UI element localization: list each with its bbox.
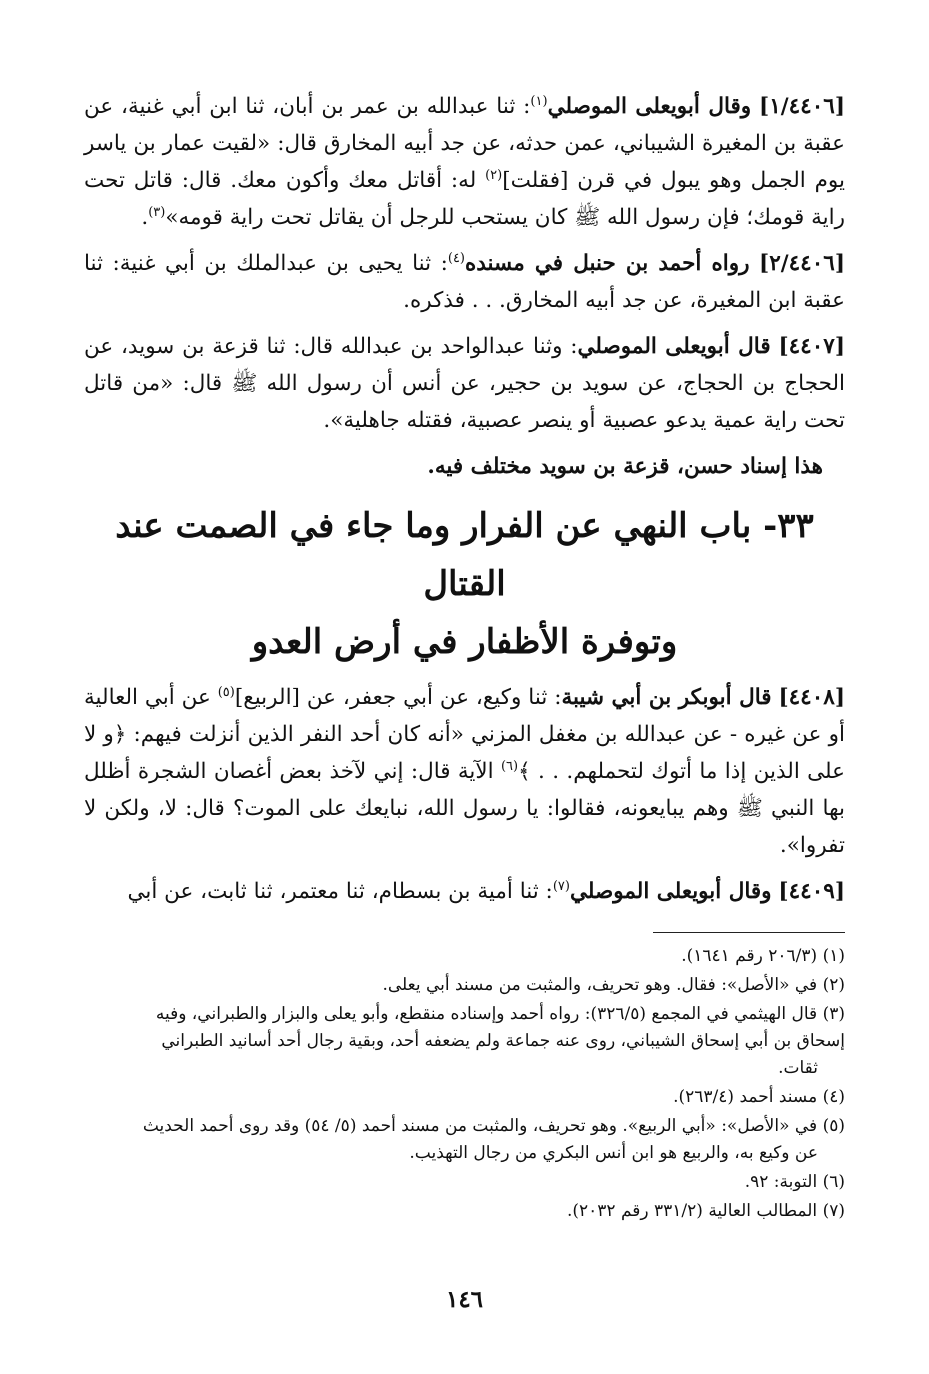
footnote-number: (٥) — [822, 1116, 845, 1136]
isnad-note: هذا إسناد حسن، قزعة بن سويد مختلف فيه. — [427, 454, 823, 479]
hadith-text: : ثنا وكيع، عن أبي جعفر، عن [الربيع] — [234, 685, 562, 710]
chapter-title-line: ٣٣- باب النهي عن الفرار وما جاء في الصمت عند القتال — [115, 506, 814, 604]
footnote-separator — [653, 932, 845, 933]
narrator: وقال أبويعلى الموصلي — [569, 879, 772, 904]
footnote-number: (٤) — [822, 1087, 845, 1107]
footnote-ref: (٢) — [485, 167, 503, 183]
hadith-text: : ثنا عبدالله بن عمر بن أبان، ثنا ابن أبي غنية، عن عقبة بن المغيرة الشيباني، عمن حدثه، عن جد أبيه المخارق قال: «لقيت عمار بن ياسر يوم الجمل وهو يبول في قرن [فقلت] — [84, 94, 845, 193]
footnote-ref: (٤) — [447, 250, 465, 266]
footnote-text: المطالب العالية (٣٣١/٢ رقم ٢٠٣٢). — [566, 1201, 818, 1221]
footnote-number: (٢) — [822, 975, 845, 995]
footnote-ref: (٦) — [500, 758, 519, 774]
footnote-number: (١) — [822, 946, 845, 966]
chapter-title — [84, 497, 845, 671]
narrator: قال أبوبكر بن أبي شيبة — [561, 685, 772, 710]
hadith-number: [٤٤٠٨] — [778, 685, 846, 710]
hadith-paragraph — [84, 679, 845, 864]
narrator: رواه أحمد بن حنبل في مسنده — [465, 251, 750, 276]
footnote-ref: (٧) — [552, 878, 570, 894]
footnotes — [84, 943, 845, 1225]
narrator: قال أبويعلى الموصلي — [577, 334, 771, 359]
footnote — [84, 1084, 845, 1111]
footnote-text: ثقات. — [778, 1058, 818, 1078]
hadith-number: [٢/٤٤٠٦] — [759, 251, 845, 276]
footnote — [84, 1169, 845, 1196]
hadith-paragraph — [84, 245, 845, 319]
footnote-ref: (١) — [530, 93, 548, 109]
hadith-paragraph — [84, 328, 845, 439]
hadith-text: عن أبي العالية أو عن غيره - عن عبدالله بن مغفل المزني «أنه كان أحد النفر الذين أنزلت فيهم: ﴿و لا على الذين إذا ما أتوك لتحملهم. . . ﴾ — [84, 685, 846, 784]
narrator: وقال أبويعلى الموصلي — [547, 94, 752, 119]
footnote-ref: (٥) — [217, 684, 235, 700]
footnote-text: مسند أحمد (٢٦٣/٤). — [673, 1087, 818, 1107]
footnote-number: (٣) — [822, 1004, 845, 1024]
hadith-text: له: أقاتل معك وأكون معك. قال: قاتل تحت راية قومك؛ فإن رسول الله ﷺ كان يستحب للرجل أن يقاتل تحت راية قومه» — [84, 168, 845, 230]
footnote-number: (٧) — [822, 1201, 845, 1221]
hadith-text: الآية قال: إني لآخذ بعض أغصان الشجرة أظلل بها النبي ﷺ وهم يبايعونه، فقالوا: يا رسول الله، نبايعك على الموت؟ قال: لا، ولكن لا تفروا». — [84, 759, 845, 858]
footnote-ref: (٣) — [148, 204, 166, 220]
hadith-text: : ثنا يحيى بن عبدالملك بن أبي غنية: ثنا عقبة ابن المغيرة، عن جد أبيه المخارق. . . فذكره. — [84, 251, 845, 313]
hadith-number: [٤٤٠٧] — [778, 334, 846, 359]
page-number: ١٤٦ — [445, 1286, 484, 1313]
chapter-title-line: وتوفرة الأظفار في أرض العدو — [251, 622, 678, 662]
footnote-text: التوبة: ٩٢. — [744, 1172, 818, 1192]
footnote-text: عن وكيع به، والربيع هو ابن أنس البكري من رجال التهذيب. — [409, 1143, 818, 1163]
footnote — [84, 1001, 845, 1082]
footnote-text: قال الهيثمي في المجمع (٣٢٦/٥): رواه أحمد وإسناده منقطع، وأبو يعلى والبزار والطبراني، وفيه — [155, 1004, 818, 1024]
hadith-number: [١/٤٤٠٦] — [759, 94, 845, 119]
footnote — [84, 1198, 845, 1225]
footnote — [84, 1113, 845, 1167]
hadith-text: : ثنا أمية بن بسطام، ثنا معتمر، ثنا ثابت، عن أبي — [127, 879, 553, 904]
hadith-text: : وثنا عبدالواحد بن عبدالله قال: ثنا قزعة بن سويد، عن الحجاج بن الحجاج، عن سويد بن حجير، عن أنس أن رسول الله ﷺ قال: «من قاتل تحت راية عمية يدعو عصبية أو ينصر عصبية، فقتله جاهلية». — [84, 334, 845, 433]
footnote-text: إسحاق بن أبي إسحاق الشيباني، روى عنه جماعة ولم يضعفه أحد، وبقية رجال أحد أسانيد الطبراني — [161, 1031, 845, 1051]
footnote-text: في «الأصل»: «أبي الربيع». وهو تحريف، والمثبت من مسند أحمد (٥/ ٥٤) وقد روى أحمد الحديث — [142, 1116, 818, 1136]
hadith-paragraph — [84, 873, 845, 910]
footnote — [84, 943, 845, 970]
hadith-paragraph — [84, 88, 845, 236]
footnote-text: (٢٠٦/٣ رقم ١٦٤١). — [681, 946, 818, 966]
footnote-number: (٦) — [822, 1172, 845, 1192]
footnote — [84, 972, 845, 999]
hadith-number: [٤٤٠٩] — [778, 879, 845, 904]
footnote-text: في «الأصل»: فقال. وهو تحريف، والمثبت من مسند أبي يعلى. — [382, 975, 818, 995]
hadith-text: . — [141, 205, 149, 230]
